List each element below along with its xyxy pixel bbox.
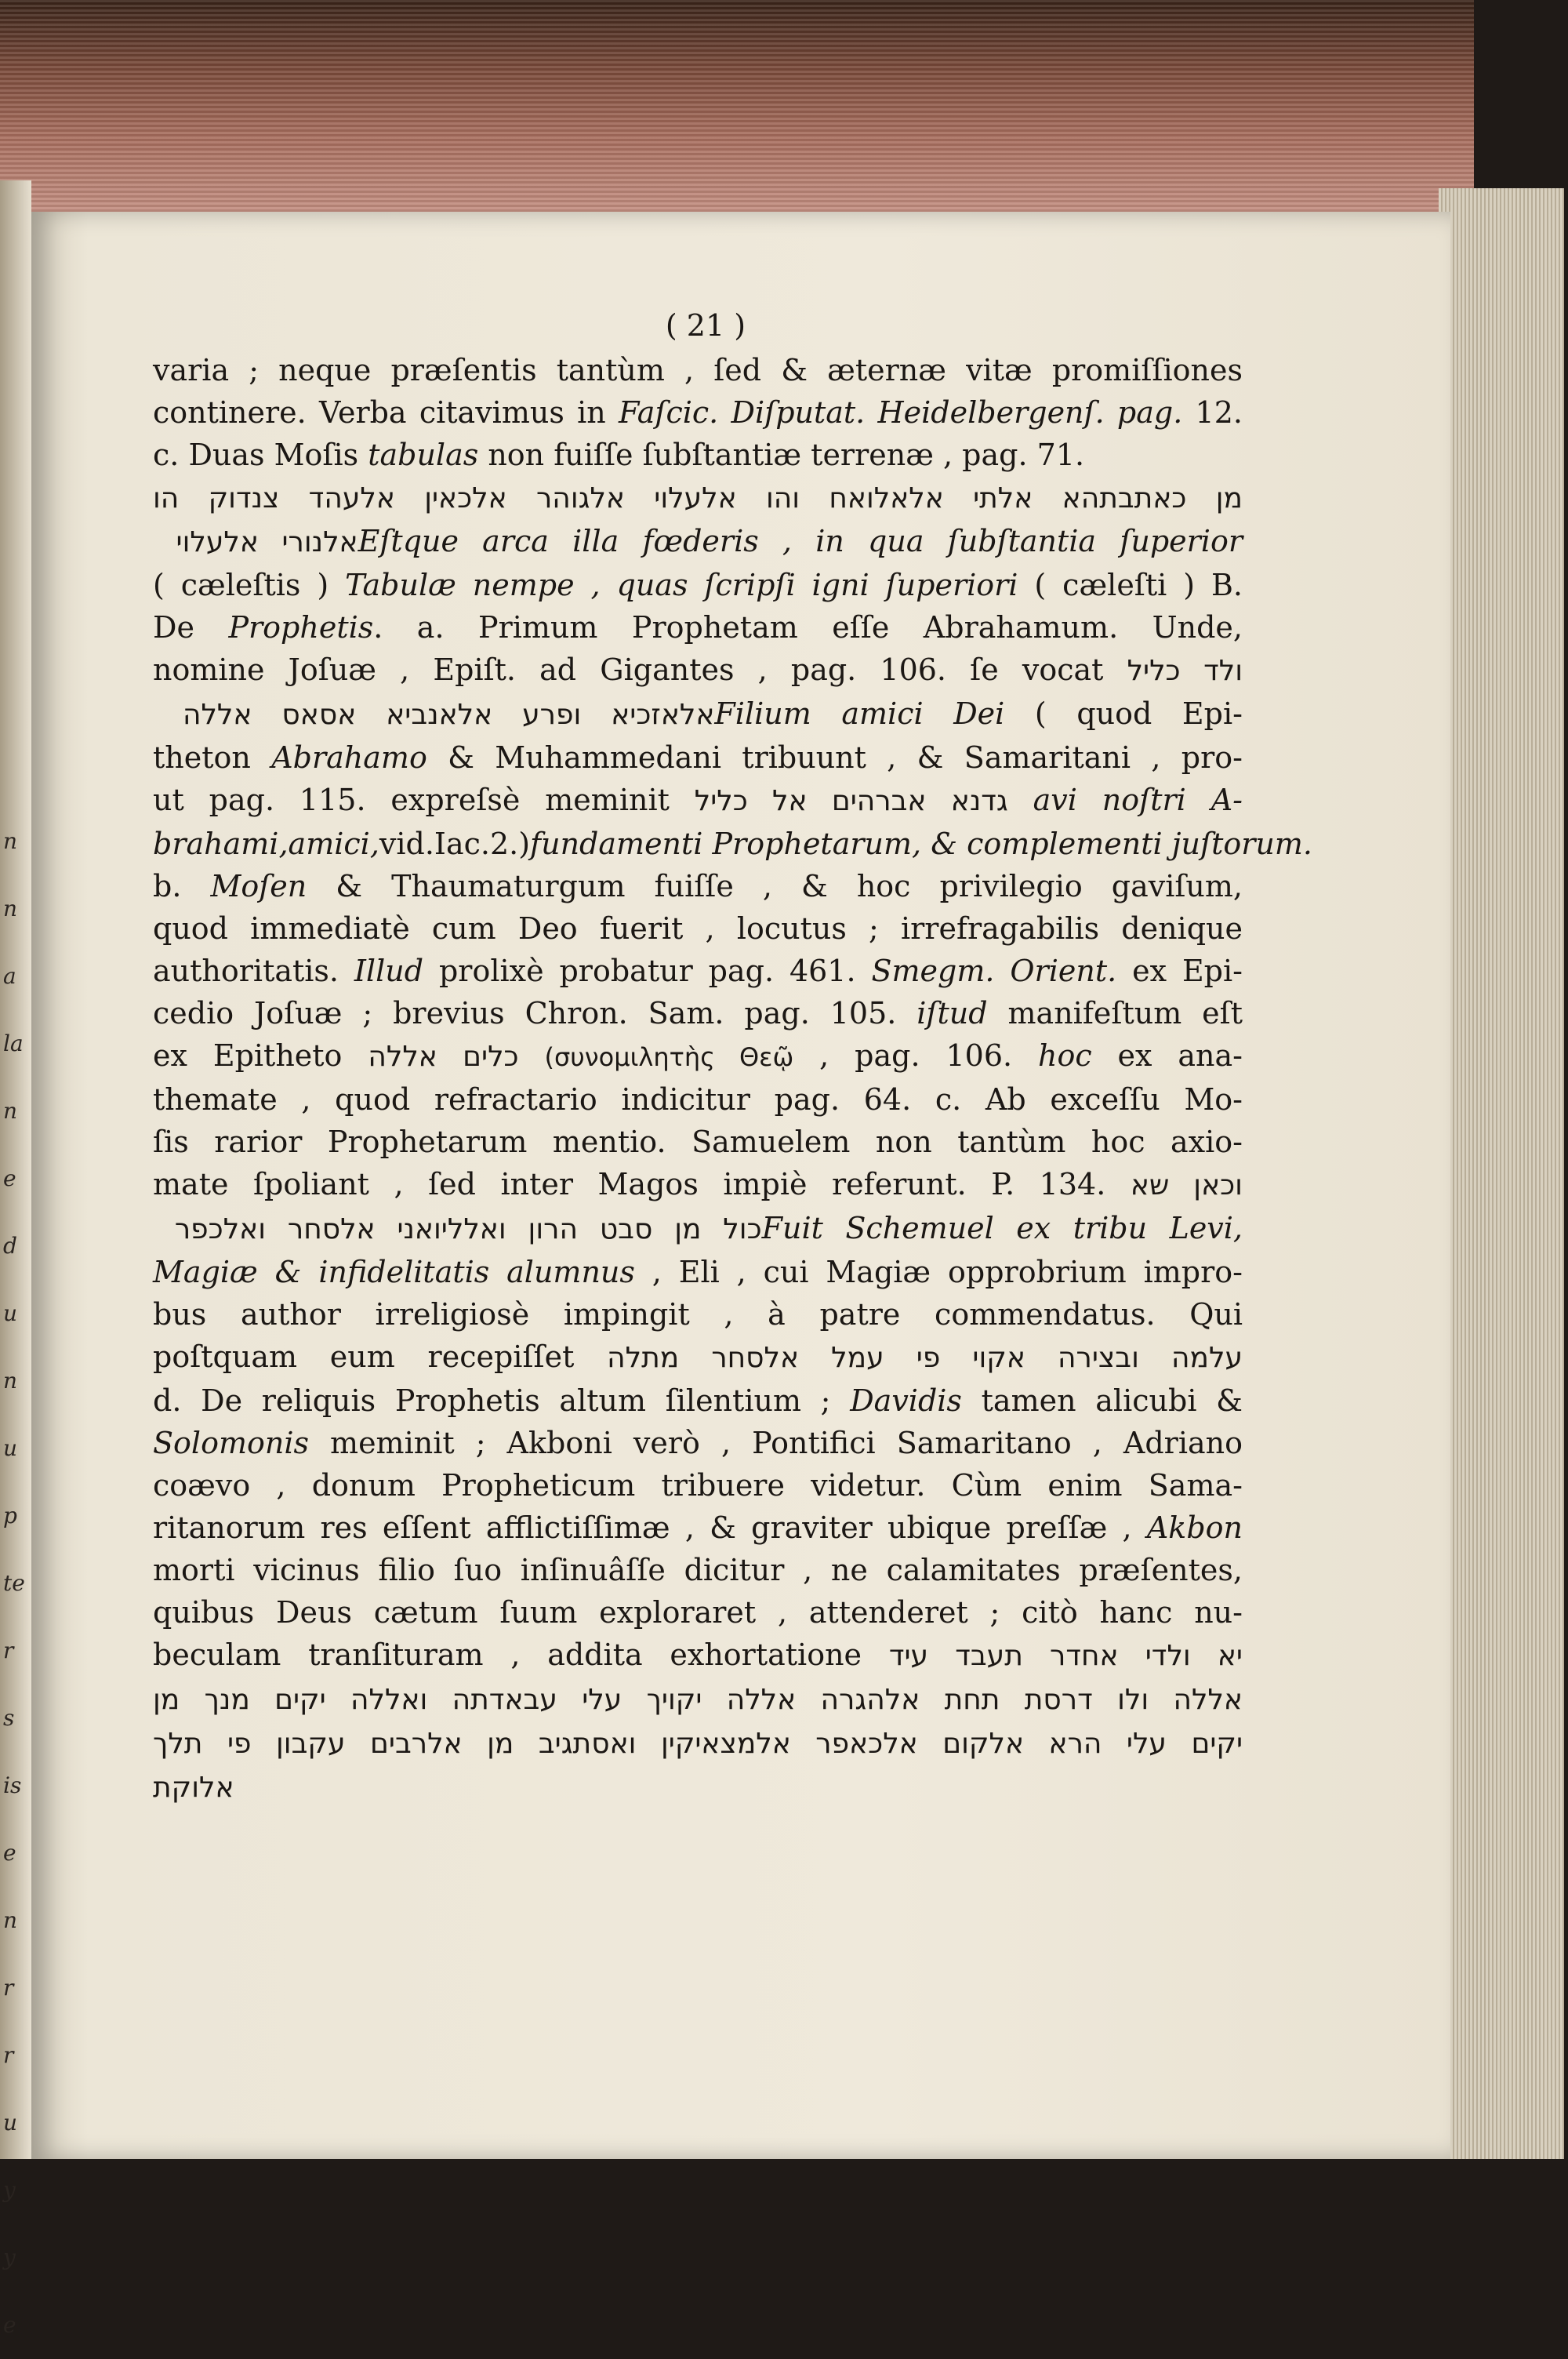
text-span: ritanorum res eſſent afflictiſſimæ , & graviter ubique preſſæ , <box>153 1510 1147 1545</box>
text-span: ( cæleſtis ) <box>153 568 346 602</box>
text-span: , pag. 106. <box>793 1038 1038 1073</box>
text-line <box>153 1251 1243 1293</box>
text-line <box>153 391 1243 434</box>
text-span: tamen alicubi & <box>961 1383 1243 1418</box>
italic-text: Illud <box>354 954 424 988</box>
italic-text: Solomonis <box>153 1426 309 1460</box>
text-span: ex ana- <box>1091 1038 1243 1073</box>
facing-page-fragment: is <box>3 1772 22 1798</box>
facing-page-fragment: s <box>3 1705 15 1731</box>
text-span: quod immediatè cum Deo fuerit , locutus ; irrefragabilis denique <box>153 911 1243 946</box>
text-span: morti vicinus filio ſuo inſinuâſſe dicitur , ne calamitates præſentes, <box>153 1553 1243 1587</box>
facing-page-fragment: r <box>3 1637 14 1663</box>
italic-text: fundamenti Prophetarum, & complementi juſtorum. <box>530 827 1312 861</box>
text-line <box>153 907 1243 950</box>
italic-text: iſtud <box>916 996 988 1030</box>
hebrew-text: אלוקת <box>153 1772 234 1804</box>
hebrew-text: מן כאתבתהא אלתי אלאלואח והו אלעלוי אלגוהר אלכאין אלעהד צנדוק הו <box>153 482 1243 514</box>
facing-page-fragment: a <box>3 963 16 989</box>
italic-text: avi noſtri A- <box>1033 783 1243 817</box>
italic-text: Moſen <box>210 869 307 903</box>
text-span: b. <box>153 869 211 903</box>
text-line <box>153 992 1243 1034</box>
page-number: ( 21 ) <box>665 308 746 343</box>
facing-page-fragment: e <box>3 1165 16 1191</box>
text-line <box>153 1464 1243 1507</box>
text-line <box>153 1207 1243 1251</box>
italic-text: Filium amici Dei <box>714 696 1005 731</box>
text-line <box>153 564 1243 606</box>
italic-text: Eſtque arca illa fœderis , in qua ſubſtantia ſuperior <box>358 524 1243 558</box>
text-span: meminit ; Akboni verò , Pontifici Samaritano , Adriano <box>308 1426 1243 1460</box>
hebrew-text: וכאן שא <box>1130 1169 1243 1201</box>
text-line <box>153 1721 1243 1765</box>
italic-text: Abrahamo <box>271 740 427 775</box>
facing-page-fragment: n <box>3 1907 18 1933</box>
facing-page-fragment: r <box>3 2042 14 2068</box>
text-span: prolixè probatur pag. 461. <box>423 954 872 988</box>
facing-page-fragment: n <box>3 1098 18 1124</box>
text-span: 12. <box>1182 395 1243 430</box>
facing-page-fragment: r <box>3 1975 14 2001</box>
hebrew-text: אלנורי אלעלוי <box>153 526 358 558</box>
book-page <box>31 212 1450 2159</box>
italic-text: Faſcic. Diſputat. Heidelbergenſ. pag. <box>618 395 1183 430</box>
text-line <box>153 865 1243 907</box>
text-span: continere. Verba citavimus in <box>153 395 619 430</box>
facing-page <box>0 180 31 2338</box>
text-line <box>153 1293 1243 1336</box>
text-line <box>153 736 1243 779</box>
text-line <box>153 692 1243 736</box>
text-span: De <box>153 610 229 645</box>
text-block <box>153 302 1312 1809</box>
facing-page-fragment: e <box>3 1840 16 1866</box>
hebrew-text: גדנא אברהים אל כליל <box>694 785 1008 817</box>
text-span: ex Epi- <box>1116 954 1243 988</box>
text-span: nomine Joſuæ , Epiſt. ad Gigantes , pag. 106. ſe vocat <box>153 652 1127 687</box>
text-span: mate ſpoliant , ſed inter Magos impiè referunt. P. 134. <box>153 1167 1131 1201</box>
italic-text: Magiæ & infidelitatis alumnus <box>153 1255 635 1289</box>
text-span: bus author irreligiosè impingit , à patre commendatus. Qui <box>153 1297 1243 1332</box>
page-stack-edge <box>0 0 1474 227</box>
hebrew-text: כלים אללה <box>368 1041 519 1073</box>
facing-page-fragment: n <box>3 896 18 921</box>
hebrew-text: ולד כליל <box>1127 655 1243 687</box>
text-line <box>153 1634 1243 1677</box>
text-span: beculam tranſituram , addita exhortatione <box>153 1637 889 1672</box>
text-span: cedio Joſuæ ; brevius Chron. Sam. pag. 105. <box>153 996 917 1030</box>
hebrew-text: אלאזכיא ופרע אלאנביא אסאס אללה <box>153 699 715 731</box>
facing-page-fragment: u <box>3 1435 18 1461</box>
text-span: authoritatis. <box>153 954 354 988</box>
facing-page-fragment: u <box>3 2110 18 2135</box>
facing-page-fragment: te <box>3 1570 25 1596</box>
text-span: ( quod Epi- <box>1004 696 1243 731</box>
text-line <box>153 1163 1243 1207</box>
facing-page-fragment: p <box>3 1503 17 1528</box>
facing-page-margin-text <box>3 808 30 2359</box>
facing-page-fragment: u <box>3 1300 18 1326</box>
text-span: & Thaumaturgum fuiſſe , & hoc privilegio gaviſum, <box>307 869 1243 903</box>
text-span: quibus Deus cætum ſuum exploraret , attenderet ; citò hanc nu- <box>153 1595 1243 1630</box>
italic-text: Akbon <box>1146 1510 1243 1545</box>
text-line <box>153 520 1243 564</box>
text-span: themate , quod refractario indicitur pag. 64. c. Ab exceſſu Mo- <box>153 1082 1243 1117</box>
facing-page-fragment: n <box>3 828 18 854</box>
italic-text: Fuit Schemuel ex tribu Levi, <box>761 1211 1243 1245</box>
italic-text: Smegm. Orient. <box>871 954 1117 988</box>
text-line <box>153 950 1243 992</box>
text-span: coævo , donum Propheticum tribuere videtur. Cùm enim Sama- <box>153 1468 1243 1503</box>
facing-page-fragment: y <box>3 2177 16 2203</box>
facing-page-fragment: y <box>3 2245 16 2270</box>
text-span: c. Duas Moſis <box>153 438 368 472</box>
greek-text: (συνομιλητὴς Θεῷ <box>544 1042 794 1072</box>
text-line <box>153 1336 1243 1379</box>
text-line <box>153 1591 1243 1634</box>
facing-page-fragment: e <box>3 2312 16 2338</box>
text-line <box>153 1078 1243 1121</box>
text-line <box>153 1677 1243 1721</box>
text-line <box>153 649 1243 692</box>
hebrew-text: יא ולדי אחדר תעבד עיד <box>888 1640 1243 1672</box>
italic-text: tabulas <box>368 438 479 472</box>
text-span: non fuiſſe ſubſtantiæ terrenæ , pag. 71. <box>478 438 1085 472</box>
text-line <box>153 1549 1243 1591</box>
text-line <box>153 1422 1243 1464</box>
text-line <box>153 606 1243 649</box>
text-line <box>153 779 1243 823</box>
text-line <box>153 1034 1243 1078</box>
text-span: ut pag. 115. expreſsè meminit <box>153 783 695 817</box>
text-span: & Muhammedani tribuunt , & Samaritani , pro- <box>426 740 1243 775</box>
fore-edge <box>1439 188 1564 2159</box>
text-span: ( cæleſti ) B. <box>1018 568 1243 602</box>
text-span: poſtquam eum recepiſſet <box>153 1339 608 1374</box>
text-line <box>153 1121 1243 1163</box>
text-line <box>153 1765 1243 1809</box>
text-span: ex Epitheto <box>153 1038 368 1073</box>
text-span: theton <box>153 740 272 775</box>
italic-text: hoc <box>1038 1038 1092 1073</box>
facing-page-fragment: d <box>3 1233 17 1259</box>
hebrew-text: עלמה ובצירה אקוי פי עמל אלסחר מתלה <box>607 1342 1243 1374</box>
hebrew-text: אללה ולו דרסת תחת אלהגרה אללה יקויך עלי עבאדתה ואללה יקים מנך מן <box>153 1684 1243 1716</box>
facing-page-fragment: la <box>3 1030 24 1056</box>
text-line <box>153 476 1243 520</box>
text-span: ſis rarior Prophetarum mentio. Samuelem non tantùm hoc axio- <box>153 1125 1243 1159</box>
text-span: . a. Primum Prophetam eſſe Abrahamum. Unde, <box>373 610 1243 645</box>
text-span: varia ; neque præſentis tantùm , ſed & æternæ vitæ promiſſiones <box>153 353 1243 387</box>
text-span: vid.Iac.2.) <box>379 827 531 861</box>
text-span: d. De reliquis Prophetis altum ſilentium ; <box>153 1383 851 1418</box>
text-span: , Eli , cui Magiæ opprobrium impro- <box>634 1255 1243 1289</box>
italic-text: Prophetis <box>228 610 374 645</box>
text-line <box>153 349 1243 391</box>
text-line <box>153 823 1312 865</box>
facing-page-fragment: n <box>3 1368 18 1394</box>
hebrew-text: כול מן סבט הרון ואלליואני אלסחר ואלכפר <box>153 1213 762 1245</box>
body-text <box>153 349 1312 1809</box>
italic-text: Davidis <box>850 1383 962 1418</box>
text-line <box>153 434 1243 476</box>
text-line <box>153 1379 1243 1422</box>
text-span <box>519 1038 545 1073</box>
italic-text: Tabulæ nempe , quas ſcripſi igni ſuperiori <box>345 568 1018 602</box>
text-span <box>1008 783 1033 817</box>
italic-text: brahami,amici, <box>153 827 379 861</box>
hebrew-text: יקים עלי הרא אלקום אלכאפר אלמצאיקין ואסתגיב מן אלרבים עקבון פי תלך <box>153 1728 1243 1760</box>
text-line <box>153 1507 1243 1549</box>
text-span: manifeſtum eſt <box>987 996 1243 1030</box>
